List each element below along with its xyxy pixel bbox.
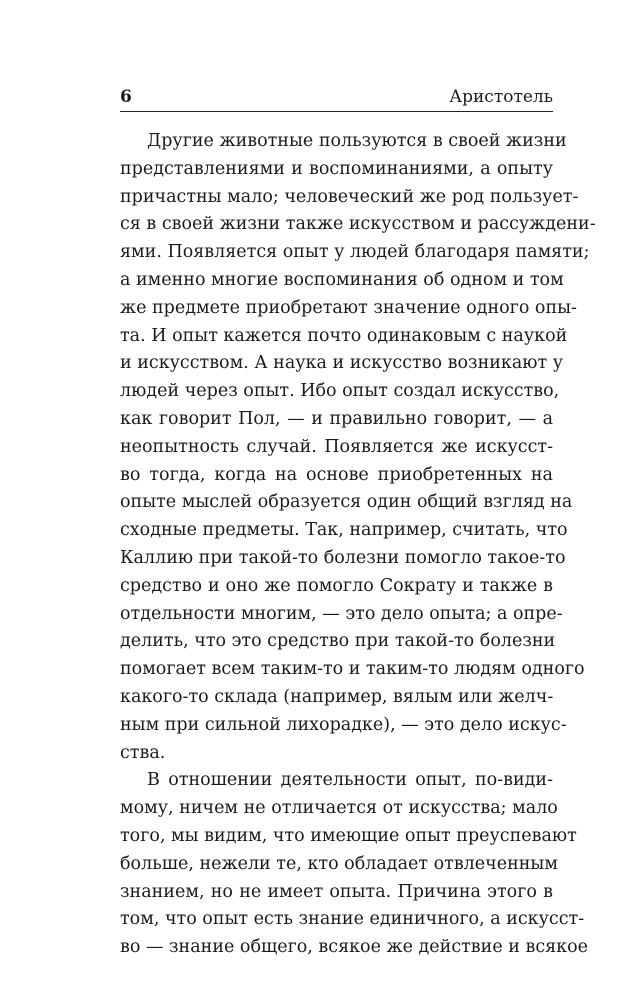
text-line: знанием, но не имеет опыта. Причина этого в — [120, 881, 553, 902]
text-line: больше, нежели те, кто обладает отвлеченным — [120, 853, 558, 874]
text-line: Каллию при такой-то болезни помогло такое-то — [120, 547, 566, 568]
text-line: том, что опыт есть знание единичного, а искусст- — [120, 909, 585, 930]
text-line: а именно многие воспоминания об одном и том — [120, 269, 564, 290]
text-line: ства. — [120, 742, 166, 763]
text-line: средство и оно же помогло Сократу и также в — [120, 575, 553, 596]
running-title: Аристотель — [449, 87, 553, 107]
text-line: Другие животные пользуются в своей жизни — [147, 131, 567, 151]
text-line: представлениями и воспоминаниями, а опыту — [120, 158, 553, 179]
text-line: людей через опыт. Ибо опыт создал искусство, — [120, 381, 560, 402]
text-line: того, мы видим, что имеющие опыт преуспевают — [120, 825, 577, 846]
text-line: сходные предметы. Так, например, считать, что — [120, 520, 568, 541]
text-line: во тогда, когда на основе приобретенных на — [120, 464, 553, 485]
text-line: делить, что это средство при такой-то болезни — [120, 631, 556, 652]
text-line: какого-то склада (например, вялым или желч- — [120, 686, 554, 707]
text-line: опыте мыслей образуется один общий взгляд на — [120, 492, 573, 513]
text-line: неопытность случай. Появляется же искусст- — [120, 436, 553, 457]
running-head — [120, 86, 553, 108]
paragraph — [120, 128, 596, 767]
text-line: отдельности многим, — это дело опыта; а опре- — [120, 603, 563, 624]
text-line: причастны мало; человеческий же род пользует- — [120, 186, 579, 207]
text-line: как говорит Пол, — и правильно говорит, — а — [120, 408, 553, 429]
text-line: ями. Появляется опыт у людей благодаря памяти; — [120, 242, 590, 263]
body-text — [120, 128, 596, 962]
page-number: 6 — [120, 87, 132, 107]
header-divider — [120, 111, 553, 112]
text-line: во — знание общего, всякое же действие и всякое — [120, 937, 588, 958]
text-line: ся в своей жизни также искусством и рассуждени- — [120, 214, 596, 235]
text-line: помогает всем таким-то и таким-то людям одного — [120, 659, 585, 680]
text-line: ным при сильной лихорадке), — это дело искус- — [120, 714, 567, 735]
paragraph — [120, 767, 588, 962]
text-line: та. И опыт кажется почто одинаковым с наукой — [120, 325, 568, 346]
text-line: В отношении деятельности опыт, по-види- — [147, 770, 553, 791]
text-line: же предмете приобретают значение одного опы- — [120, 297, 577, 318]
text-line: мому, ничем не отличается от искусства; мало — [120, 798, 558, 819]
text-line: и искусством. А наука и искусство возникают у — [120, 353, 564, 374]
